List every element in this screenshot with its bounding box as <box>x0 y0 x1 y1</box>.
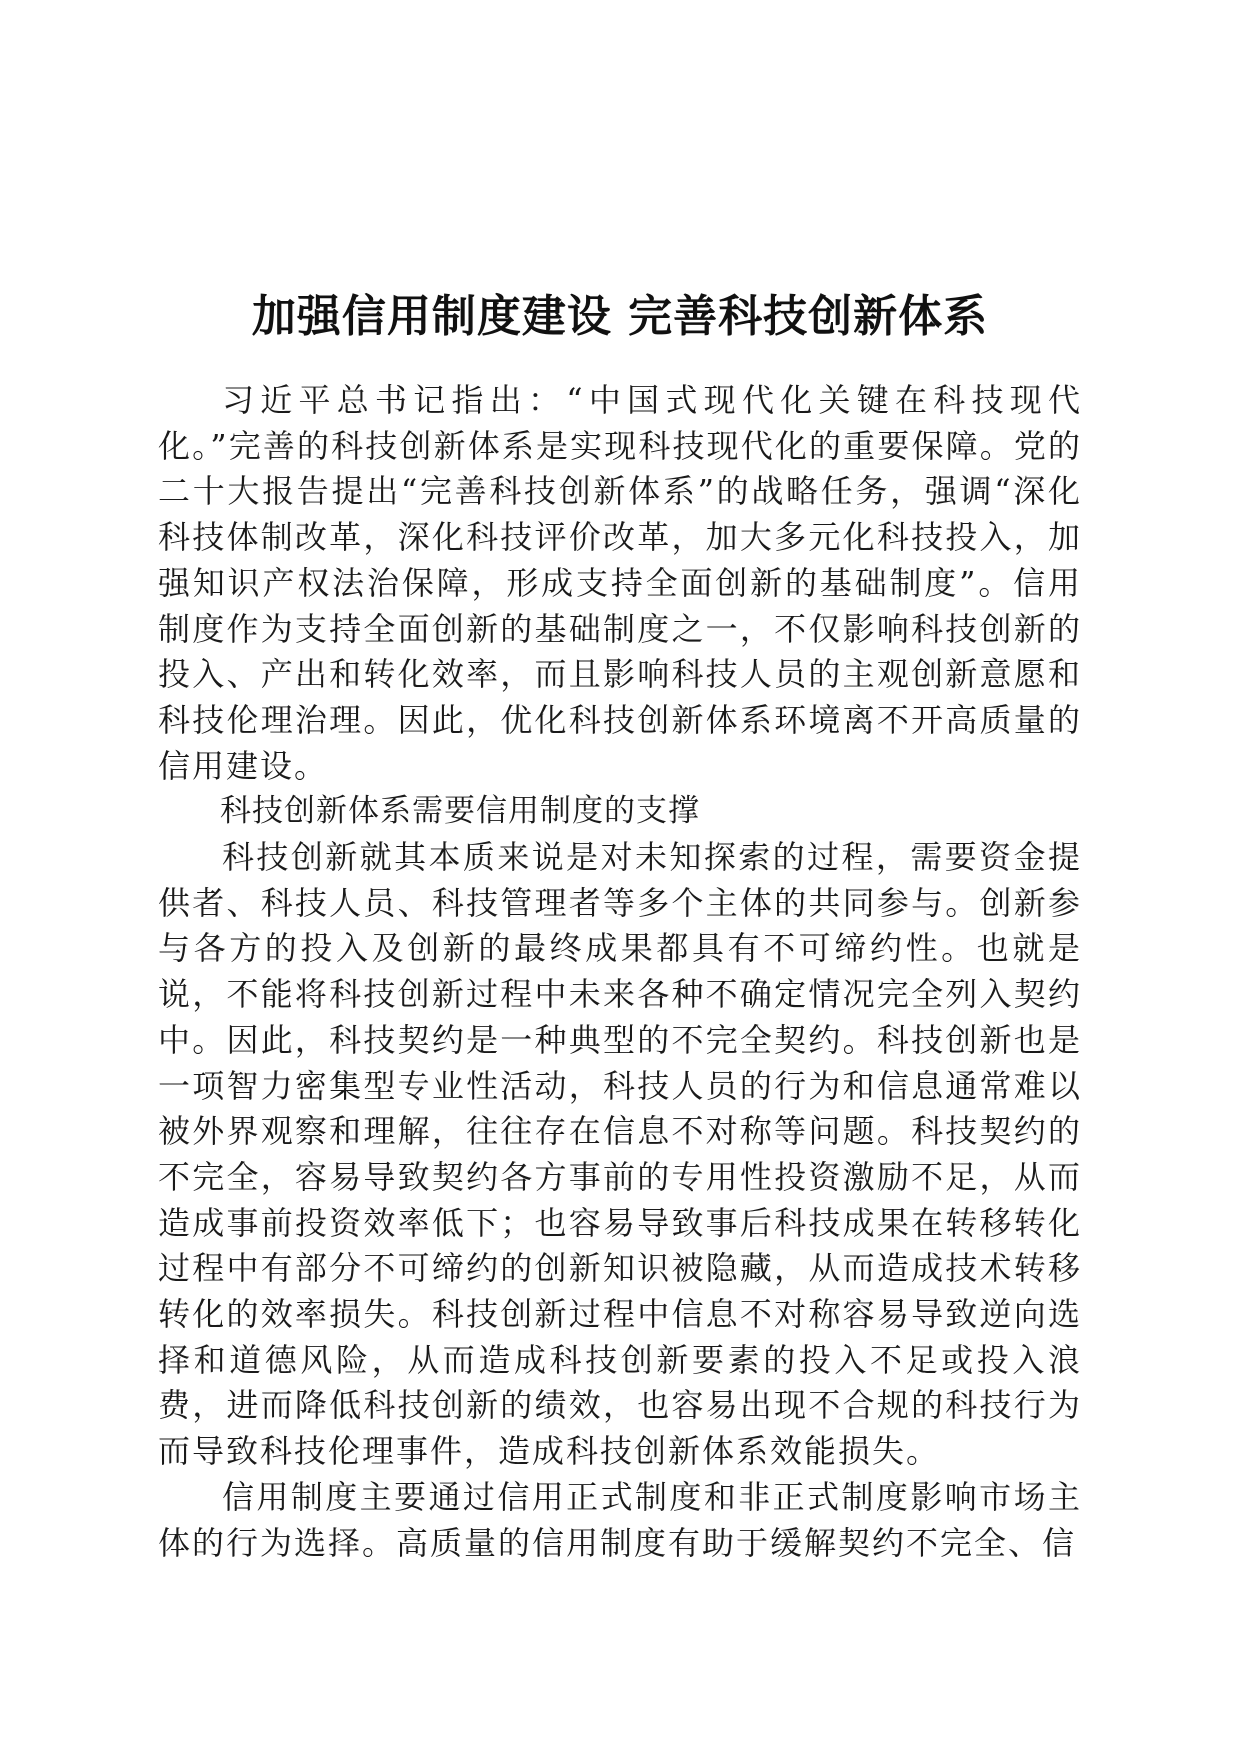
document-body <box>158 378 1082 1566</box>
paragraph-intro: 习近平总书记指出：“中国式现代化关键在科技现代化。”完善的科技创新体系是实现科技现代化的重要保障。党的二十大报告提出“完善科技创新体系”的战略任务，强调“深化科技体制改革，深化科技评价改革，加大多元化科技投入，加强知识产权法治保障，形成支持全面创新的基础制度”。信用制度作为支持全面创新的基础制度之一，不仅影响科技创新的投入、产出和转化效率，而且影响科技人员的主观创新意愿和科技伦理治理。因此，优化科技创新体系环境离不开高质量的信用建设。 <box>158 381 1082 785</box>
paragraph-analysis: 科技创新就其本质来说是对未知探索的过程，需要资金提供者、科技人员、科技管理者等多个主体的共同参与。创新参与各方的投入及创新的最终成果都具有不可缔约性。也就是说，不能将科技创新过程中未来各种不确定情况完全列入契约中。因此，科技契约是一种典型的不完全契约。科技创新也是一项智力密集型专业性活动，科技人员的行为和信息通常难以被外界观察和理解，往往存在信息不对称等问题。科技契约的不完全，容易导致契约各方事前的专用性投资激励不足，从而造成事前投资效率低下；也容易导致事后科技成果在转移转化过程中有部分不可缔约的创新知识被隐藏，从而造成技术转移转化的效率损失。科技创新过程中信息不对称容易导致逆向选择和道德风险，从而造成科技创新要素的投入不足或投入浪费，进而降低科技创新的绩效，也容易出现不合规的科技行为而导致科技伦理事件，造成科技创新体系效能损失。 <box>158 838 1082 1471</box>
document-title: 加强信用制度建设 完善科技创新体系 <box>251 291 989 343</box>
paragraph-credit-system: 信用制度主要通过信用正式制度和非正式制度影响市场主体的行为选择。高质量的信用制度有助于缓解契约不完全、信 <box>158 1477 1082 1562</box>
section-heading: 科技创新体系需要信用制度的支撑 <box>220 793 700 830</box>
